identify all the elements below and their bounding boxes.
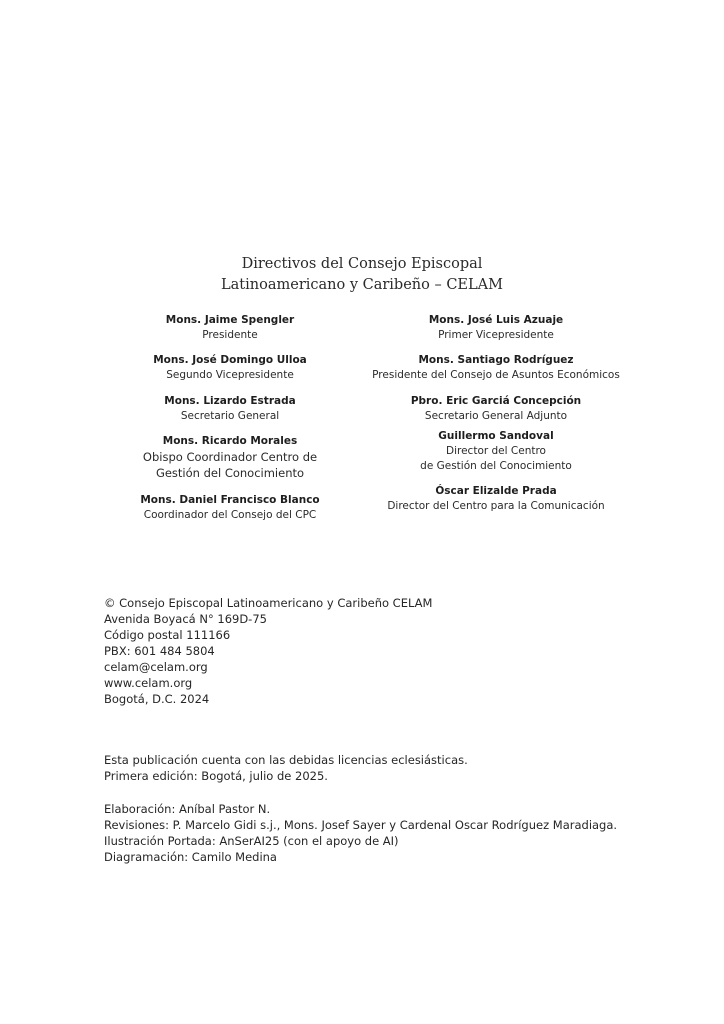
- credit-line: Revisiones: P. Marcelo Gidi s.j., Mons. Josef Sayer y Cardenal Oscar Rodríguez Maradiaga.: [104, 818, 618, 832]
- director-role: Secretario General: [180, 410, 280, 422]
- website-line: www.celam.org: [104, 676, 193, 690]
- director-role: Obispo Coordinador Centro de: [142, 450, 318, 464]
- director-role: Presidente del Consejo de Asuntos Económicos: [372, 369, 620, 381]
- director-name: Óscar Elizalde Prada: [435, 485, 557, 497]
- director-name: Mons. Lizardo Estrada: [164, 395, 296, 407]
- credit-line: Elaboración: Aníbal Pastor N.: [104, 802, 271, 816]
- director-role: Secretario General Adjunto: [424, 410, 568, 422]
- director-entry: [368, 353, 624, 383]
- director-entry: [100, 313, 360, 343]
- director-entry: [368, 429, 624, 474]
- director-role: de Gestión del Conocimiento: [420, 460, 572, 472]
- director-name: Mons. Santiago Rodríguez: [418, 354, 574, 366]
- publisher-info: [104, 595, 432, 707]
- director-role: Director del Centro: [446, 445, 546, 457]
- director-name: Mons. José Luis Azuaje: [428, 314, 564, 326]
- copyright-line: © Consejo Episcopal Latinoamericano y Caribeño CELAM: [104, 596, 433, 610]
- city-year-line: Bogotá, D.C. 2024: [104, 692, 210, 706]
- director-name: Mons. Ricardo Morales: [162, 435, 298, 447]
- director-role: Presidente: [202, 329, 258, 341]
- email-line: celam@celam.org: [104, 660, 208, 674]
- director-name: Mons. Jaime Spengler: [165, 314, 295, 326]
- director-name: Mons. José Domingo Ulloa: [153, 354, 307, 366]
- director-role: Primer Vicepresidente: [438, 329, 554, 341]
- credit-line: Ilustración Portada: AnSerAI25 (con el apoyo de AI): [104, 834, 399, 848]
- title-line-1: Directivos del Consejo Episcopal: [241, 256, 483, 272]
- page-title: [0, 254, 724, 296]
- director-name: Guillermo Sandoval: [438, 430, 554, 442]
- director-entry: [100, 353, 360, 383]
- director-role: Director del Centro para la Comunicación: [387, 500, 605, 512]
- edition-info: [104, 752, 468, 784]
- phone-line: PBX: 601 484 5804: [104, 644, 215, 658]
- title-line-2: Latinoamericano y Caribeño – CELAM: [221, 277, 503, 293]
- director-role: Segundo Vicepresidente: [166, 369, 294, 381]
- director-entry: [100, 493, 360, 523]
- postal-code-line: Código postal 111166: [104, 628, 231, 642]
- director-entry: [100, 434, 360, 481]
- director-name: Mons. Daniel Francisco Blanco: [140, 494, 320, 506]
- director-entry: [368, 394, 624, 424]
- director-name: Pbro. Eric Garciá Concepción: [410, 395, 582, 407]
- credit-line: Diagramación: Camilo Medina: [104, 850, 277, 864]
- director-entry: [368, 313, 624, 343]
- director-entry: [368, 484, 624, 514]
- director-role: Coordinador del Consejo del CPC: [143, 509, 317, 521]
- licenses-line: Esta publicación cuenta con las debidas licencias eclesiásticas.: [104, 753, 468, 767]
- first-edition-line: Primera edición: Bogotá, julio de 2025.: [104, 769, 328, 783]
- credits-info: [104, 801, 617, 865]
- director-entry: [100, 394, 360, 424]
- director-role: Gestión del Conocimiento: [155, 466, 305, 480]
- address-line: Avenida Boyacá N° 169D-75: [104, 612, 267, 626]
